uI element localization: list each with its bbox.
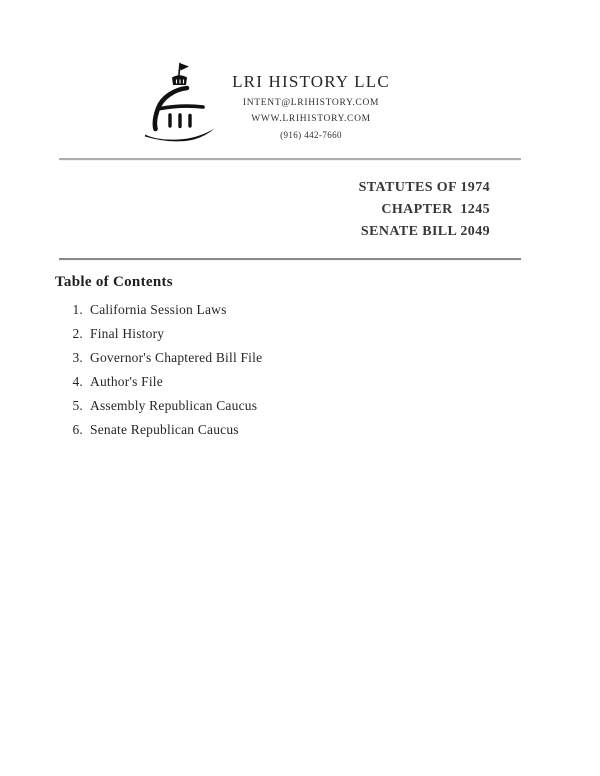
toc-item-number: 6. [72,422,83,437]
company-website: WWW.LRIHISTORY.COM [251,114,371,124]
senate-bill-line: SENATE BILL 2049 [360,224,490,239]
horizontal-rule-bottom [59,258,521,261]
letterhead [205,72,417,140]
chapter-line: CHAPTER 1245 [381,202,490,217]
toc-item-label: Author's File [90,374,163,389]
toc-item-number: 5. [72,398,83,413]
toc-item [70,327,262,341]
toc-item-number: 4. [72,374,83,389]
company-email: INTENT@LRIHISTORY.COM [242,98,380,108]
toc-title: Table of Contents [55,274,173,290]
horizontal-rule-top [59,158,521,161]
toc-item [70,399,262,413]
company-phone: (916) 442-7660 [280,130,342,140]
bill-reference-block [359,177,490,243]
statutes-line: STATUTES OF 1974 [358,180,490,195]
company-name: LRI HISTORY LLC [232,72,390,91]
toc-item-label: Governor's Chaptered Bill File [90,350,263,365]
toc-item [70,351,262,365]
toc-item [70,303,262,317]
toc-item-label: Final History [90,326,165,341]
toc-item-label: Senate Republican Caucus [90,422,239,437]
toc-item-number: 1. [72,302,83,317]
toc-item-label: California Session Laws [90,302,227,317]
toc-item [70,423,262,437]
toc-item-number: 2. [72,326,83,341]
toc-list [70,303,262,447]
toc-item-number: 3. [72,350,83,365]
toc-item-label: Assembly Republican Caucus [90,398,258,413]
toc-item [70,375,262,389]
